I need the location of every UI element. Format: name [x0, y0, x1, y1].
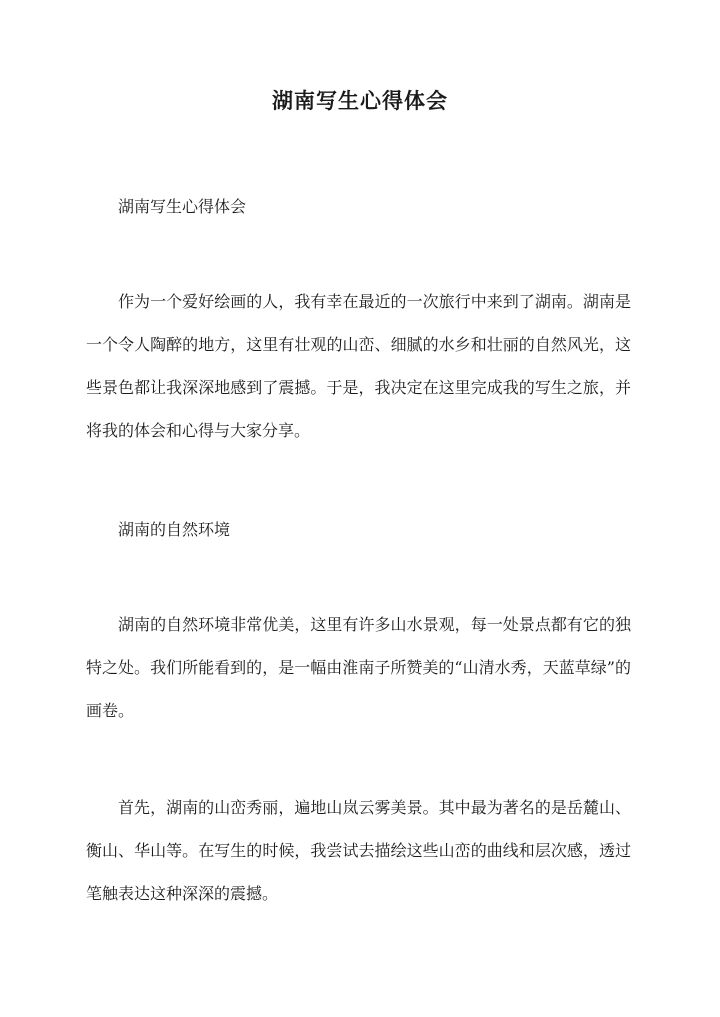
section-heading: 湖南的自然环境 [118, 520, 231, 539]
document-subtitle: 湖南写生心得体会 [118, 197, 247, 216]
document-title: 湖南写生心得体会 [272, 88, 448, 113]
section-paragraph-1: 湖南的自然环境非常优美，这里有许多山水景观，每一处景点都有它的独特之处。我们所能看到的，是一幅由淮南子所赞美的“山清水秀，天蓝草绿”的画卷。 [86, 615, 631, 720]
section-paragraph-2: 首先，湖南的山峦秀丽，遍地山岚云雾美景。其中最为著名的是岳麓山、衡山、华山等。在写生的时候，我尝试去描绘这些山峦的曲线和层次感，透过笔触表达这种深深的震撼。 [86, 798, 631, 903]
intro-paragraph: 作为一个爱好绘画的人，我有幸在最近的一次旅行中来到了湖南。湖南是一个令人陶醉的地方，这里有壮观的山峦、细腻的水乡和壮丽的自然风光，这些景色都让我深深地感到了震撼。于是，我决定在这里完成我的写生之旅，并将我的体会和心得与大家分享。 [86, 292, 631, 440]
